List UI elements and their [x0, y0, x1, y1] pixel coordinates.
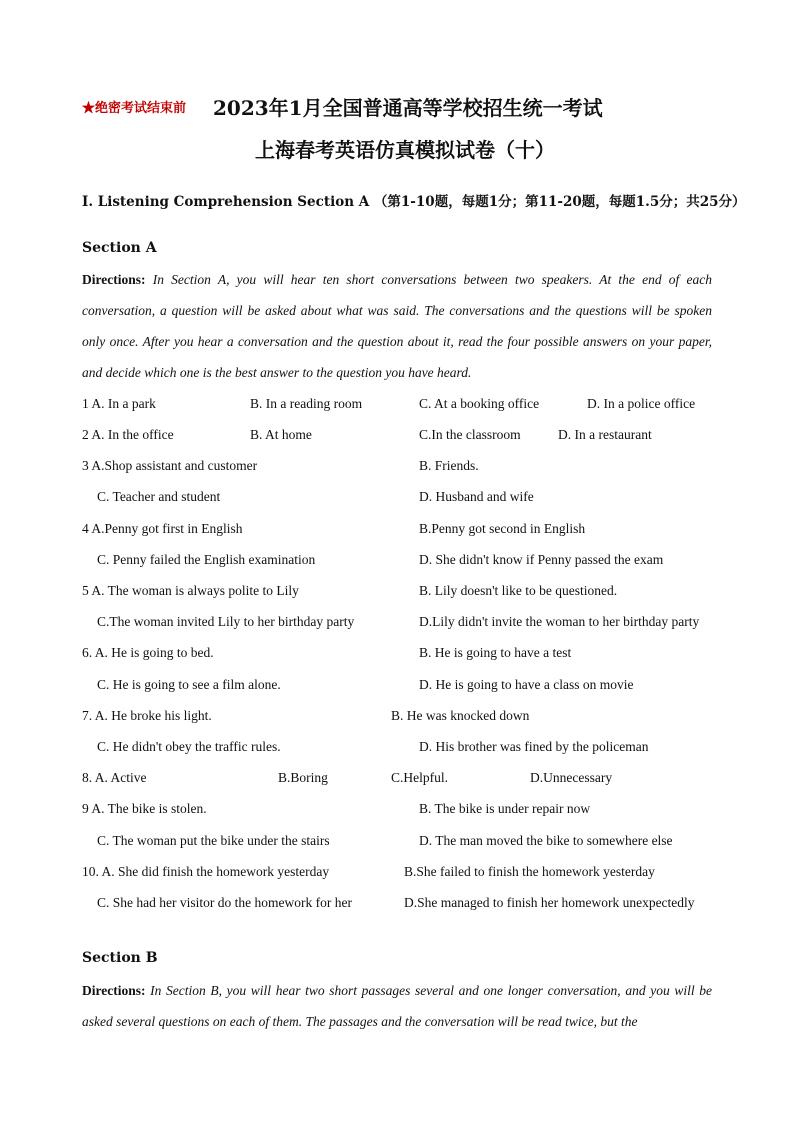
- question-3-option-d: D. Husband and wife: [419, 489, 534, 504]
- question-9-option-c: C. The woman put the bike under the stairs: [97, 833, 330, 848]
- question-8-option-a: 8. A. Active: [82, 770, 147, 785]
- question-10-option-a: 10. A. She did finish the homework yesterday: [82, 864, 330, 879]
- question-7-option-a: 7. A. He broke his light.: [82, 708, 212, 723]
- section-a-title: Section A: [82, 240, 157, 256]
- question-2-option-c: C.In the classroom: [419, 427, 521, 442]
- question-2-option-b: B. At home: [250, 427, 312, 442]
- question-5-option-c: C.The woman invited Lily to her birthday party: [97, 614, 355, 629]
- confidential-mark: ★绝密考试结束前: [82, 101, 187, 116]
- question-4-option-b: B.Penny got second in English: [419, 521, 586, 536]
- question-5-option-a: 5 A. The woman is always polite to Lily: [82, 583, 299, 598]
- question-10-option-b: B.She failed to finish the homework yesterday: [404, 864, 655, 879]
- question-3-option-a: 3 A.Shop assistant and customer: [82, 458, 258, 473]
- directions-text: In Section A, you will hear ten short conversations between two speakers. At the end of each conversation, a question will be asked about what was said. The conversations and the questions will be spoken only once. After you hear a conversation and the question about it, read the four possible answers on your paper, and decide which one is the best answer to the question you have heard.: [82, 272, 712, 380]
- question-6-option-c: C. He is going to see a film alone.: [97, 677, 281, 692]
- question-6-option-a: 6. A. He is going to bed.: [82, 645, 214, 660]
- question-2-option-a: 2 A. In the office: [82, 427, 174, 442]
- listening-heading: I. Listening Comprehension Section A （第1-10题，每题1分；第11-20题，每题1.5分；共25分）: [82, 194, 746, 210]
- directions-label: Directions:: [82, 983, 146, 998]
- question-6-option-d: D. He is going to have a class on movie: [419, 677, 634, 692]
- section-b-directions: [82, 975, 712, 1037]
- question-3-option-b: B. Friends.: [419, 458, 479, 473]
- question-9-option-d: D. The man moved the bike to somewhere else: [419, 833, 673, 848]
- question-4-option-a: 4 A.Penny got first in English: [82, 521, 243, 536]
- question-7-option-b: B. He was knocked down: [391, 708, 530, 723]
- question-10-option-d: D.She managed to finish her homework unexpectedly: [404, 895, 695, 910]
- question-8-option-c: C.Helpful.: [391, 770, 448, 785]
- question-5-option-d: D.Lily didn't invite the woman to her birthday party: [419, 614, 700, 629]
- question-1-option-b: B. In a reading room: [250, 396, 363, 411]
- question-5-option-b: B. Lily doesn't like to be questioned.: [419, 583, 618, 598]
- question-1-option-c: C. At a booking office: [419, 396, 540, 411]
- question-1-option-d: D. In a police office: [587, 396, 696, 411]
- question-4-option-c: C. Penny failed the English examination: [97, 552, 316, 567]
- directions-label: Directions:: [82, 272, 146, 287]
- question-7-option-c: C. He didn't obey the traffic rules.: [97, 739, 281, 754]
- question-2-option-d: D. In a restaurant: [558, 427, 652, 442]
- question-9-option-b: B. The bike is under repair now: [419, 801, 591, 816]
- question-8-option-d: D.Unnecessary: [530, 770, 613, 785]
- question-1-option-a: 1 A. In a park: [82, 396, 156, 411]
- question-8-option-b: B.Boring: [278, 770, 328, 785]
- exam-title: 2023年1月全国普通高等学校招生统一考试: [213, 96, 603, 120]
- section-b-title: Section B: [82, 950, 158, 966]
- section-a-directions: [82, 264, 712, 388]
- question-10-option-c: C. She had her visitor do the homework for her: [97, 895, 352, 910]
- question-9-option-a: 9 A. The bike is stolen.: [82, 801, 207, 816]
- exam-subtitle: 上海春考英语仿真模拟试卷（十）: [255, 138, 555, 162]
- question-4-option-d: D. She didn't know if Penny passed the exam: [419, 552, 664, 567]
- question-3-option-c: C. Teacher and student: [97, 489, 221, 504]
- directions-text: In Section B, you will hear two short passages several and one longer conversation, and you will be asked several questions on each of them. The passages and the conversation will be read twice, but the: [82, 983, 712, 1029]
- question-6-option-b: B. He is going to have a test: [419, 645, 572, 660]
- question-7-option-d: D. His brother was fined by the policeman: [419, 739, 649, 754]
